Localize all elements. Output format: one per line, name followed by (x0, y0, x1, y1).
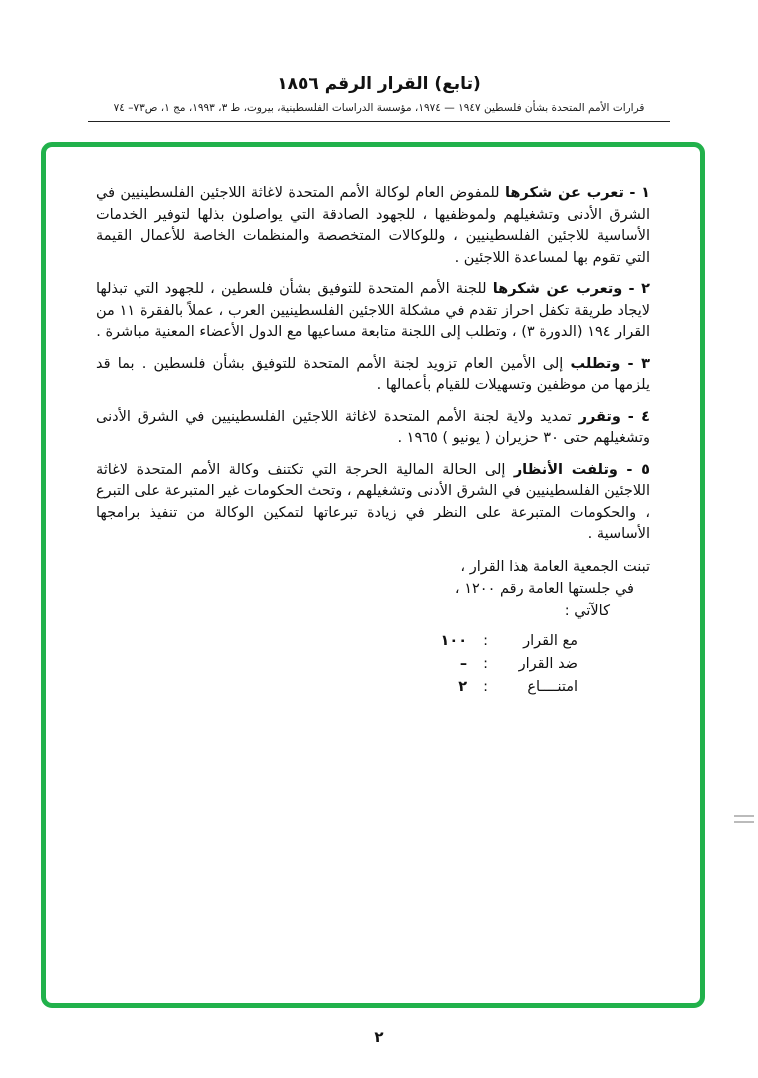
paragraph-lead: وتلفت الأنظار (513, 461, 618, 478)
paragraph-lead: تعرب عن شكرها (504, 185, 624, 201)
resolution-body (96, 183, 650, 699)
page-title: (تابع) القرار الرقم ١٨٥٦ (277, 74, 481, 94)
paragraph-text: إلى الحالة المالية الحرجة التي تكتنف وكالة الأمم المتحدة لاغاثة اللاجئين الفلسطينيين في الشرق الأدنى وتشغيلهم ، وتحث الحكومات غير المتبرعة على التبرع ، والحكومات المتبرعة على النظر في زيادة تبرعاتها لتمكين الوكالة من تنفيذ برامجها الأساسية . (96, 461, 650, 542)
scan-artifact (734, 815, 754, 827)
adoption-line-2: في جلستها العامة رقم ١٢٠٠ ، (454, 580, 634, 597)
vote-value: – (459, 655, 468, 672)
adoption-block (96, 556, 650, 622)
paragraph-lead: وتقرر (578, 408, 621, 425)
paragraph-number: ٣ - (627, 355, 651, 372)
vote-label: امتنــــاع (527, 678, 578, 695)
vote-separator: : (483, 655, 488, 672)
paragraph-number: ٤ - (627, 408, 651, 425)
adoption-line-1: تبنت الجمعية العامة هذا القرار ، (460, 558, 650, 575)
paragraph-text: إلى الأمين العام تزويد لجنة الأمم المتحدة للتوفيق بشأن فلسطين . بما قد يلزمها من موظفين وتسهيلات للقيام بأعمالها . (96, 355, 650, 393)
paragraph-number: ٢ - (628, 281, 650, 297)
paragraph-number: ١ - (629, 185, 650, 201)
page-number: ٢ (374, 1028, 384, 1046)
resolution-paragraph-5 (96, 460, 650, 546)
paragraph-text: للجنة الأمم المتحدة للتوفيق بشأن فلسطين ، للجهود التي تبذلها لايجاد طريقة تكفل احراز تقدم في مشكلة اللاجئين الفلسطينيين العرب ، عملاً بالفقرة ١١ من القرار ١٩٤ (الدورة ٣) ، وتطلب إلى اللجنة متابعة مساعيها مع الدول الأعضاء المعنية مباشرة . (96, 281, 651, 340)
vote-label: ضد القرار (518, 655, 578, 672)
paragraph-number: ٥ - (626, 461, 651, 478)
vote-label: مع القرار (523, 632, 578, 649)
vote-value: ٢ (458, 678, 468, 695)
resolution-paragraph-2 (96, 279, 650, 344)
header-divider (88, 121, 670, 122)
adoption-line-3: كالآتي : (564, 602, 610, 619)
content-frame (41, 142, 705, 1008)
paragraph-lead: وتطلب (570, 355, 621, 372)
paragraph-text: تمديد ولاية لجنة الأمم المتحدة لاغاثة اللاجئين الفلسطينيين في الشرق الأدنى وتشغيلهم حتى ٣٠ حزيران ( يونيو ) ١٩٦٥ . (96, 408, 650, 446)
paragraph-text: للمفوض العام لوكالة الأمم المتحدة لاغاثة اللاجئين الفلسطينيين في الشرق الأدنى وتشغيلهم ولموظفيها ، للجهود الصادقة التي يواصلون بذلها لتوفير الخدمات الأساسية للاجئين الفلسطينيين ، وللوكالات المتخصصة والمنظمات الخاصة للأعمال القيمة التي تقوم بها لمساعدة اللاجئين . (96, 185, 650, 266)
vote-row-against (96, 653, 578, 676)
vote-results (96, 630, 578, 699)
resolution-paragraph-4 (96, 407, 650, 450)
resolution-paragraph-3 (96, 354, 650, 397)
paragraph-lead: وتعرب عن شكرها (492, 281, 623, 297)
vote-row-abstain (96, 676, 578, 699)
vote-separator: : (483, 632, 488, 649)
vote-separator: : (483, 678, 488, 695)
resolution-paragraph-1 (96, 183, 650, 269)
vote-row-for (96, 630, 578, 653)
source-citation: قرارات الأمم المتحدة بشأن فلسطين ١٩٤٧ — ١٩٧٤، مؤسسة الدراسات الفلسطينية، بيروت، ط ٣، ١٩٩٣، مج ١، ص٧٣– ٧٤ (113, 102, 645, 114)
vote-value: ١٠٠ (440, 632, 468, 649)
